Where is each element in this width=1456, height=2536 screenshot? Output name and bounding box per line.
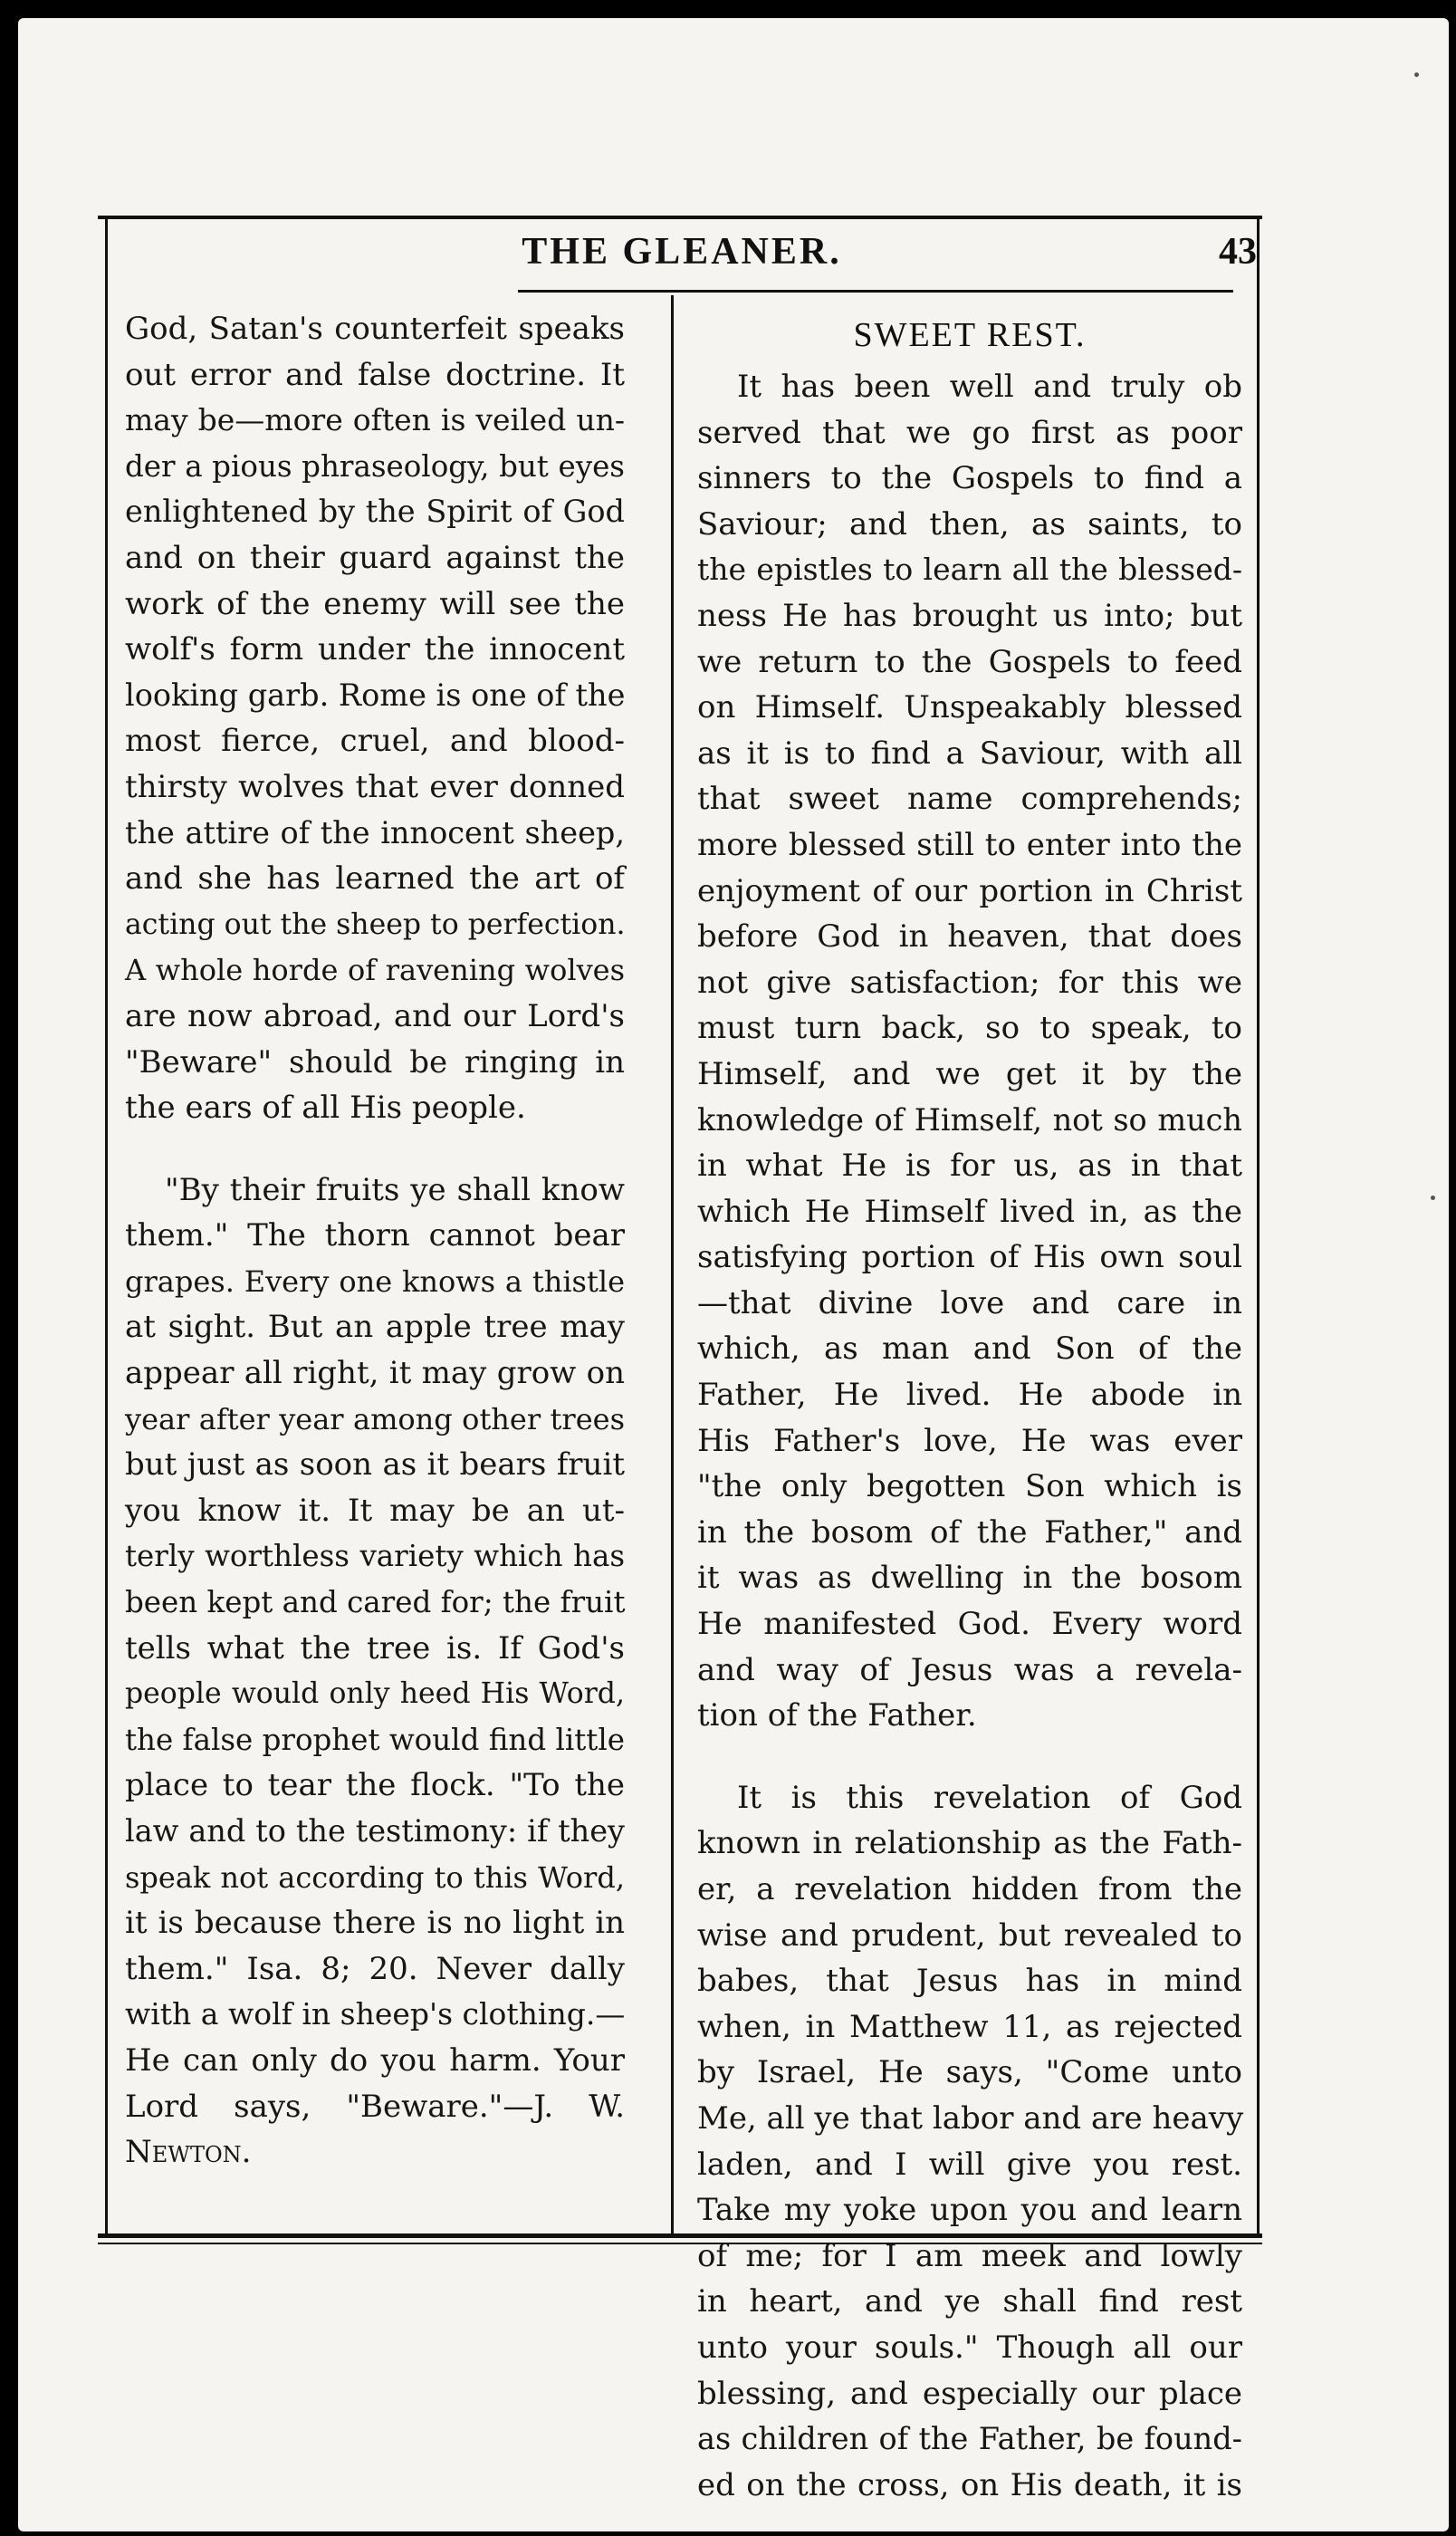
text-line: Take my yoke upon you and learn (697, 2192, 1242, 2229)
text-line: Lord says, "Beware."—J. W. (125, 2088, 625, 2125)
text-line: "By their fruits ye shall know (165, 1171, 625, 1208)
text-line: law and to the testimony: if they (125, 1813, 625, 1849)
text-line: are now abroad, and our Lord's (125, 997, 625, 1034)
text-line: "Beware" should be ringing in (125, 1043, 625, 1081)
text-line: satisfying portion of His own soul (697, 1239, 1242, 1276)
text-line: it is because there is no light in (125, 1905, 625, 1942)
text-line: may be—more often is veiled un- (125, 402, 625, 438)
text-line: enjoyment of our portion in Christ (697, 872, 1242, 909)
text-line: the ears of all His people. (125, 1090, 526, 1127)
text-line: by Israel, He says, "Come unto (697, 2054, 1242, 2091)
left-column (125, 306, 625, 2176)
text-line: tion of the Father. (697, 1697, 977, 1734)
text-line: ed on the cross, on His death, it is (697, 2466, 1242, 2503)
paragraph-gap (125, 1131, 625, 1167)
author-signature: Newton. (125, 2134, 252, 2171)
text-line: and on their guard against the (125, 539, 625, 576)
left-border (105, 217, 108, 2233)
paragraph-gap (697, 1739, 1242, 1775)
text-line: Me, all ye that labor and are heavy (697, 2099, 1244, 2137)
text-line: which, as man and Son of the (697, 1330, 1242, 1368)
text-line: Saviour; and then, as saints, to (697, 505, 1242, 543)
text-line: sinners to the Gospels to find a (697, 460, 1242, 497)
text-line: of me; for I am meek and lowly (697, 2237, 1242, 2274)
text-line: babes, that Jesus has in mind (697, 1963, 1242, 2000)
text-line: acting out the sheep to perfection. (125, 908, 626, 941)
text-line: Himself, and we get it by the (697, 1055, 1242, 1092)
text-line: unto your souls." Though all our (697, 2329, 1242, 2366)
header-rule (518, 290, 1233, 293)
text-line: blessing, and especially our place (697, 2375, 1242, 2412)
text-line: —that divine love and care in (697, 1284, 1242, 1321)
page-number: 43 (1219, 231, 1257, 273)
text-line: which He Himself lived in, as the (697, 1193, 1242, 1230)
text-line: A whole horde of ravening wolves (125, 953, 625, 988)
running-title: THE GLEANER. (522, 231, 842, 273)
text-line: it was as dwelling in the bosom (697, 1560, 1242, 1597)
text-line: the attire of the innocent sheep, (125, 814, 625, 850)
text-line: It is this revelation of God (737, 1779, 1242, 1816)
text-line: ness He has brought us into; but (697, 597, 1242, 634)
text-line: at sight. But an apple tree may (125, 1309, 625, 1346)
text-line: served that we go first as poor (697, 414, 1242, 451)
text-line: not give satisfaction; for this we (697, 964, 1242, 1001)
text-line: them." The thorn cannot bear (125, 1217, 625, 1254)
text-line: known in relationship as the Fath- (697, 1825, 1242, 1862)
text-line: terly worthless variety which has (125, 1539, 625, 1574)
text-line: er, a revelation hidden from the (697, 1871, 1242, 1907)
right-paragraph-2 (697, 1775, 1242, 2509)
text-line: der a pious phraseology, but eyes (125, 448, 625, 484)
text-line: and way of Jesus was a revela- (697, 1651, 1242, 1688)
text-line: people would only heed His Word, (125, 1677, 625, 1711)
text-line: enlightened by the Spirit of God (125, 494, 625, 530)
column-divider (671, 295, 674, 2235)
text-line: speak not according to this Word, (125, 1859, 625, 1895)
text-line: God, Satan's counterfeit speaks (125, 311, 625, 347)
text-line: He can only do you harm. Your (125, 2041, 625, 2079)
text-line: It has been well and truly ob (737, 369, 1242, 405)
page-speck (1414, 72, 1419, 77)
text-line: must turn back, so to speak, to (697, 1010, 1242, 1047)
text-line: tells what the tree is. If God's (125, 1629, 625, 1667)
text-line: we return to the Gospels to feed (697, 643, 1242, 680)
text-line: laden, and I will give you rest. (697, 2146, 1242, 2183)
text-line: but just as soon as it bears fruit (125, 1446, 625, 1484)
text-line: appear all right, it may grow on (125, 1355, 625, 1392)
text-line: before God in heaven, that does (697, 918, 1242, 956)
left-paragraph-2 (125, 1167, 625, 2176)
text-line: place to tear the flock. "To the (125, 1767, 625, 1804)
text-line: more blessed still to enter into the (697, 826, 1242, 863)
right-paragraph-1 (697, 364, 1242, 1739)
text-line: you know it. It may be an ut- (125, 1492, 625, 1529)
text-line: as it is to find a Saviour, with all (697, 735, 1242, 772)
text-line: work of the enemy will see the (125, 585, 625, 622)
page-header (107, 225, 1257, 277)
text-line: in the bosom of the Father," and (697, 1513, 1242, 1551)
text-line: that sweet name comprehends; (697, 781, 1242, 818)
text-line: out error and false doctrine. It (125, 356, 625, 393)
text-line: His Father's love, He was ever (697, 1422, 1242, 1459)
text-line: "the only begotten Son which is (697, 1468, 1242, 1505)
text-line: most fierce, cruel, and blood- (125, 723, 625, 760)
text-line: Father, He lived. He abode in (697, 1377, 1242, 1414)
page-speck (1431, 1196, 1435, 1200)
text-line: on Himself. Unspeakably blessed (697, 689, 1242, 726)
text-line: knowledge of Himself, not so much (697, 1101, 1242, 1138)
text-line: year after year among other trees (125, 1401, 625, 1436)
text-line: looking garb. Rome is one of the (125, 677, 626, 713)
text-line: with a wolf in sheep's clothing.— (125, 1996, 626, 2032)
text-line: in what He is for us, as in that (697, 1148, 1242, 1185)
text-line: them." Isa. 8; 20. Never dally (125, 1950, 625, 1987)
text-line: the epistles to learn all the blessed- (697, 552, 1242, 588)
left-paragraph-1 (125, 306, 625, 1131)
text-line: the false prophet would find little (125, 1722, 625, 1757)
text-line: and she has learned the art of (125, 860, 625, 898)
text-line: He manifested God. Every word (697, 1606, 1242, 1643)
section-title: SWEET REST. (853, 316, 1087, 354)
right-column (697, 306, 1242, 2508)
text-line: as children of the Father, be found- (697, 2421, 1242, 2457)
top-rule (98, 216, 1262, 219)
text-line: grapes. Every one knows a thistle (125, 1263, 625, 1299)
text-line: when, in Matthew 11, as rejected (697, 2008, 1242, 2045)
text-line: wolf's form under the innocent (125, 631, 625, 668)
text-line: been kept and cared for; the fruit (125, 1585, 626, 1620)
text-line: in heart, and ye shall find rest (697, 2283, 1242, 2320)
text-line: wise and prudent, but revealed to (697, 1916, 1242, 1954)
text-line: thirsty wolves that ever donned (125, 768, 625, 805)
right-border (1257, 217, 1260, 2233)
